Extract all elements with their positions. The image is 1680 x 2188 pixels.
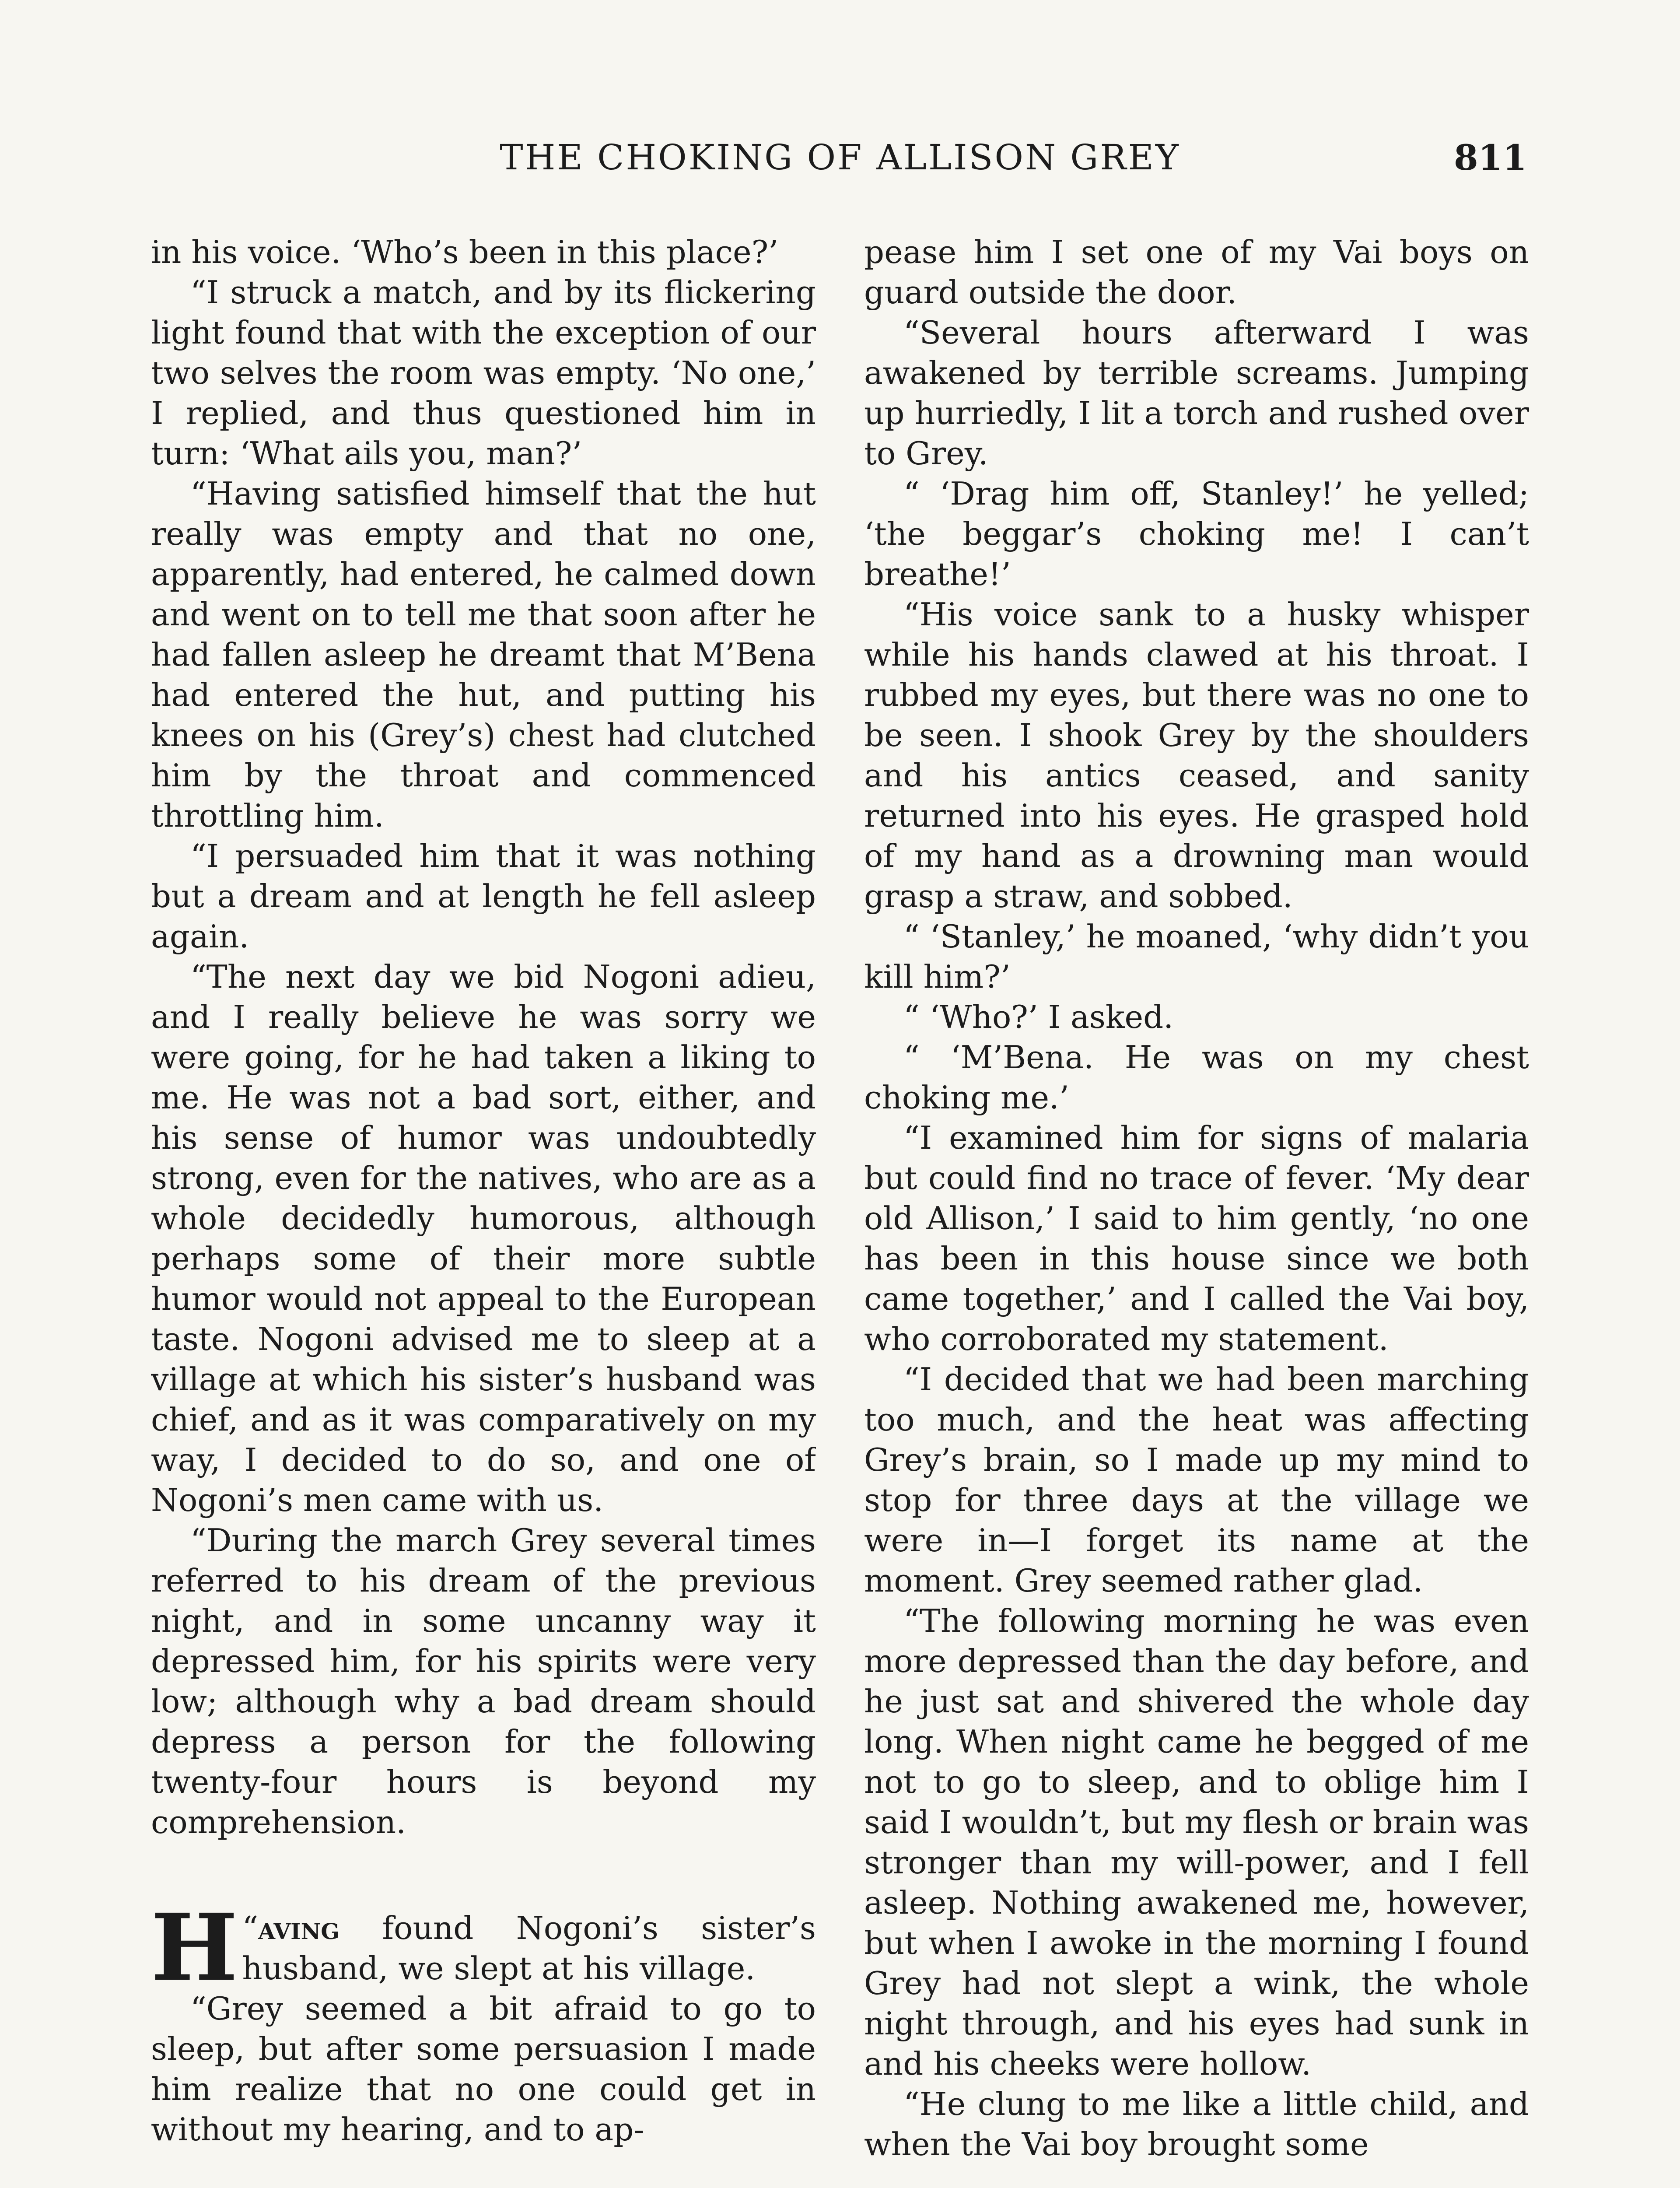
paragraph: “ ‘M’Bena. He was on my chest choking me.’ (864, 1039, 1529, 1116)
page-number: 811 (1454, 137, 1527, 178)
small-caps-lead: aving (258, 1909, 340, 1946)
paragraph: “The following morning he was even more depressed than the day before, and he just sat and shivered the whole day long. When night came he begged of me not to go to sleep, and to oblige him I said I wouldn’t, but my flesh or brain was stronger than my will-power, and I fell asleep. Nothing awakened me, however, but when I awoke in the morning I found Grey had not slept a wink, the whole night through, and his eyes had sunk in and his cheeks were hollow. (864, 1602, 1529, 2082)
paragraph: “I struck a match, and by its flickering light found that with the exception of our two selves the room was empty. ‘No one,’ I replied, and thus questioned him in turn: ‘What ails you, man?’ (151, 274, 816, 472)
paragraph: “He clung to me like a little child, and when the Vai boy brought some (864, 2086, 1529, 2163)
drop-cap: H (151, 1893, 238, 2002)
opening-quote: “ (242, 1910, 259, 1946)
left-column (151, 232, 816, 2188)
running-title: THE CHOKING OF ALLISON GREY (500, 137, 1180, 178)
text-columns (151, 232, 1529, 2188)
paragraph: “Several hours afterward I was awakened by terrible screams. Jumping up hurriedly, I lit a torch and rushed over to Grey. (864, 314, 1529, 472)
paragraph: “I examined him for signs of malaria but could find no trace of fever. ‘My dear old Allison,’ I said to him gently, ‘no one has been in this house since we both came together,’ and I called the Vai boy, who corroborated my statement. (864, 1119, 1529, 1357)
paragraph: in his voice. ‘Who’s been in this place?’ (151, 234, 779, 270)
paragraph: “ ‘Who?’ I asked. (903, 999, 1174, 1035)
section-opening-paragraph (151, 1893, 816, 2002)
paragraph: “During the march Grey several times referred to his dream of the previous night, and in some uncanny way it depressed him, for his spirits were very low; although why a bad dream should depress a person for the following twenty-four hours is beyond my comprehension. (151, 1522, 816, 1841)
right-column (864, 232, 1529, 2188)
paragraph: “ ‘Stanley,’ he moaned, ‘why didn’t you kill him?’ (864, 918, 1529, 995)
paragraph: “His voice sank to a husky whisper while his hands clawed at his throat. I rubbed my eyes, but there was no one to be seen. I shook Grey by the shoulders and his antics ceased, and sanity returned into his eyes. He grasped hold of my hand as a drowning man would grasp a straw, and sobbed. (864, 596, 1529, 915)
paragraph: “ ‘Drag him off, Stanley!’ he yelled; ‘the beggar’s choking me! I can’t breathe!’ (864, 475, 1529, 593)
page-header (153, 131, 1527, 184)
paragraph: pease him I set one of my Vai boys on guard outside the door. (864, 234, 1529, 311)
paragraph: “The next day we bid Nogoni adieu, and I really believe he was sorry we were going, for he had taken a liking to me. He was not a bad sort, either, and his sense of humor was undoubtedly strong, even for the natives, who are as a whole decidedly humorous, although perhaps some of their more subtle humor would not appeal to the European taste. Nogoni advised me to sleep at a village at which his sister’s husband was chief, and as it was comparatively on my way, I decided to do so, and one of Nogoni’s men came with us. (151, 958, 816, 1518)
paragraph: “Grey seemed a bit afraid to go to sleep, but after some persuasion I made him realize that no one could get in without my hearing, and to ap- (151, 1990, 816, 2148)
paragraph: “I decided that we had been marching too much, and the heat was affecting Grey’s brain, so I made up my mind to stop for three days at the village we were in—I forget its name at the moment. Grey seemed rather glad. (864, 1361, 1529, 1599)
paragraph-text: found Nogoni’s sister’s husband, we slept at his village. (242, 1910, 816, 1987)
paragraph: “I persuaded him that it was nothing but a dream and at length he fell asleep again. (151, 838, 816, 955)
paragraph: “Having satisfied himself that the hut really was empty and that no one, apparently, had entered, he calmed down and went on to tell me that soon after he had fallen asleep he dreamt that M’Bena had entered the hut, and putting his knees on his (Grey’s) chest had clutched him by the throat and commenced throttling him. (151, 475, 816, 834)
